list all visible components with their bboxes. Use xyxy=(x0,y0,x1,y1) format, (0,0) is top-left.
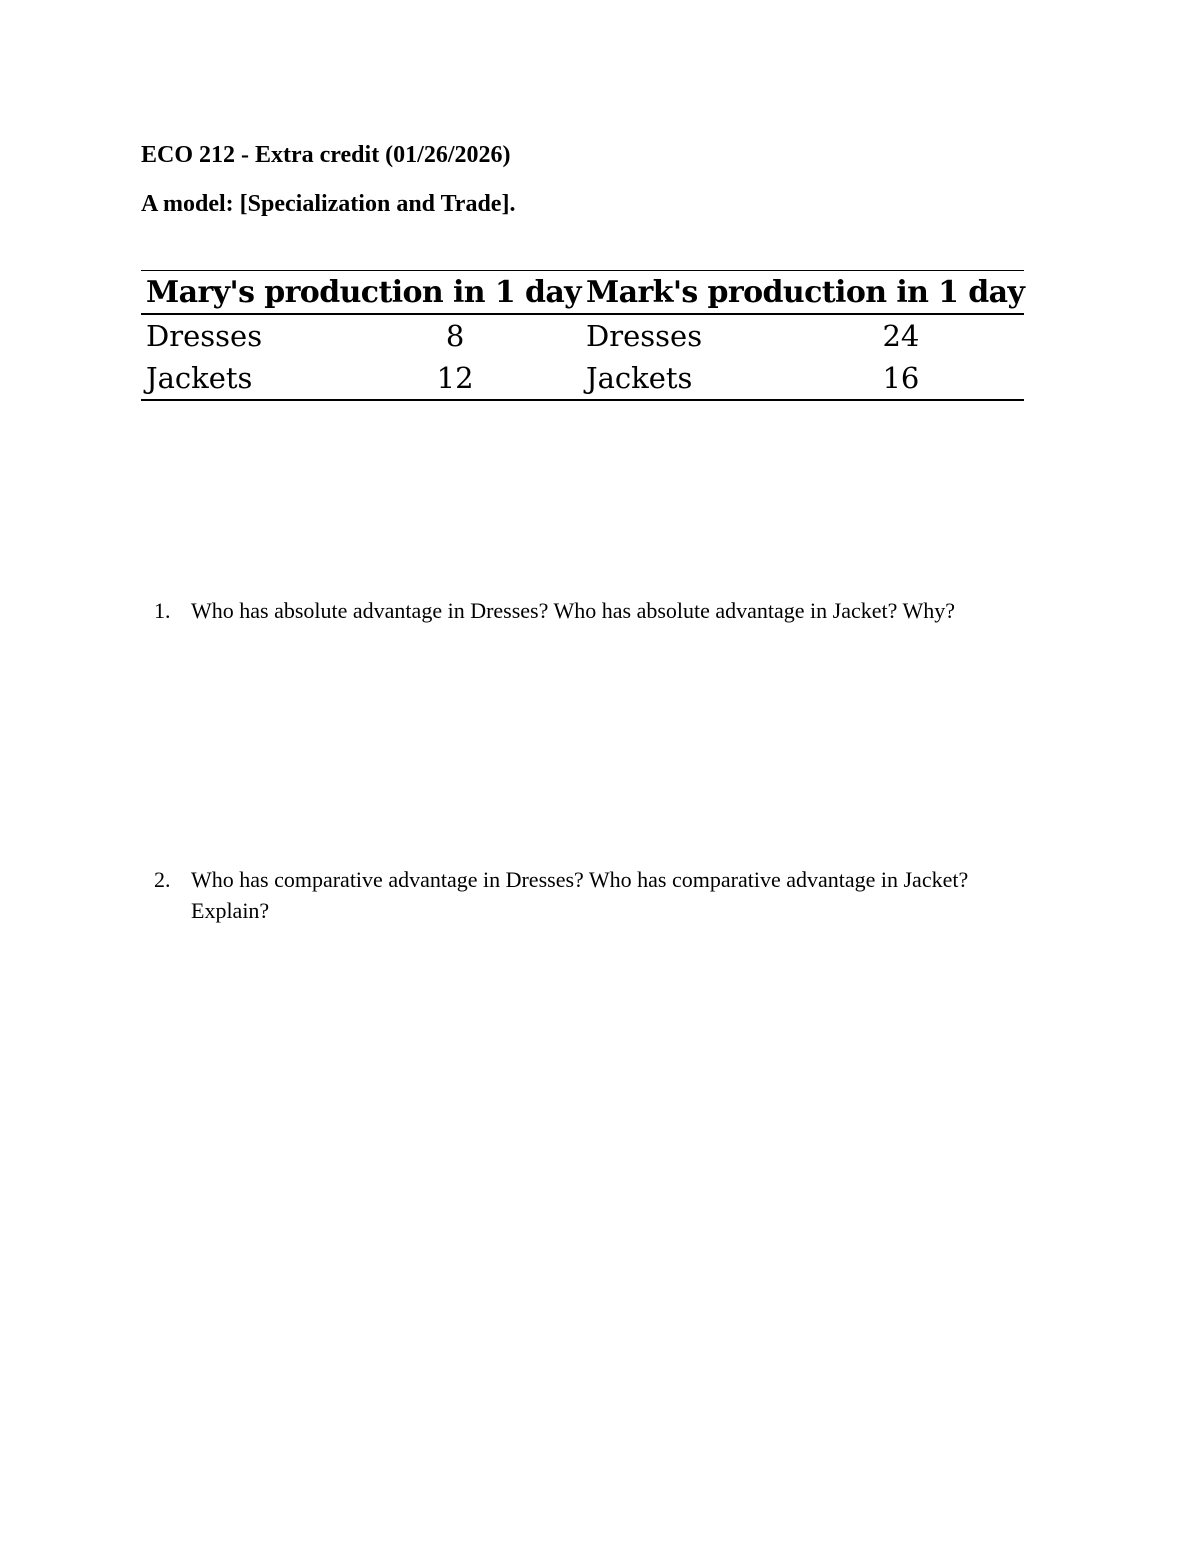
question-number: 1. xyxy=(154,598,171,623)
mark-dresses-value: 24 xyxy=(882,319,920,353)
mark-jackets-value: 16 xyxy=(828,357,1025,400)
question-1 xyxy=(154,595,1024,626)
mary-dresses-value: 8 xyxy=(445,319,465,353)
mark-production-heading: Mark's production in 1 day xyxy=(581,271,1024,315)
page-subtitle: A model: [Specialization and Trade]. xyxy=(141,191,516,217)
table-header-row xyxy=(141,271,1024,315)
mary-production-heading: Mary's production in 1 day xyxy=(141,271,581,315)
question-number: 2. xyxy=(154,867,171,892)
mark-dresses-label: Dresses xyxy=(586,319,703,353)
page-title: ECO 212 - Extra credit (01/26/2026) xyxy=(141,142,511,168)
mark-jackets-label: Jackets xyxy=(581,357,828,400)
mary-dresses-label: Dresses xyxy=(146,319,263,353)
question-2 xyxy=(154,864,1024,926)
production-table xyxy=(141,270,1024,401)
question-text: Who has absolute advantage in Dresses? Who has absolute advantage in Jacket? Why? xyxy=(191,598,956,623)
mary-jackets-label: Jackets xyxy=(141,357,369,400)
mary-jackets-value: 12 xyxy=(369,357,581,400)
table-row xyxy=(141,357,1024,400)
table-row xyxy=(141,314,1024,357)
question-text: Who has comparative advantage in Dresses? Who has comparative advantage in Jacket? Explain? xyxy=(191,867,969,923)
